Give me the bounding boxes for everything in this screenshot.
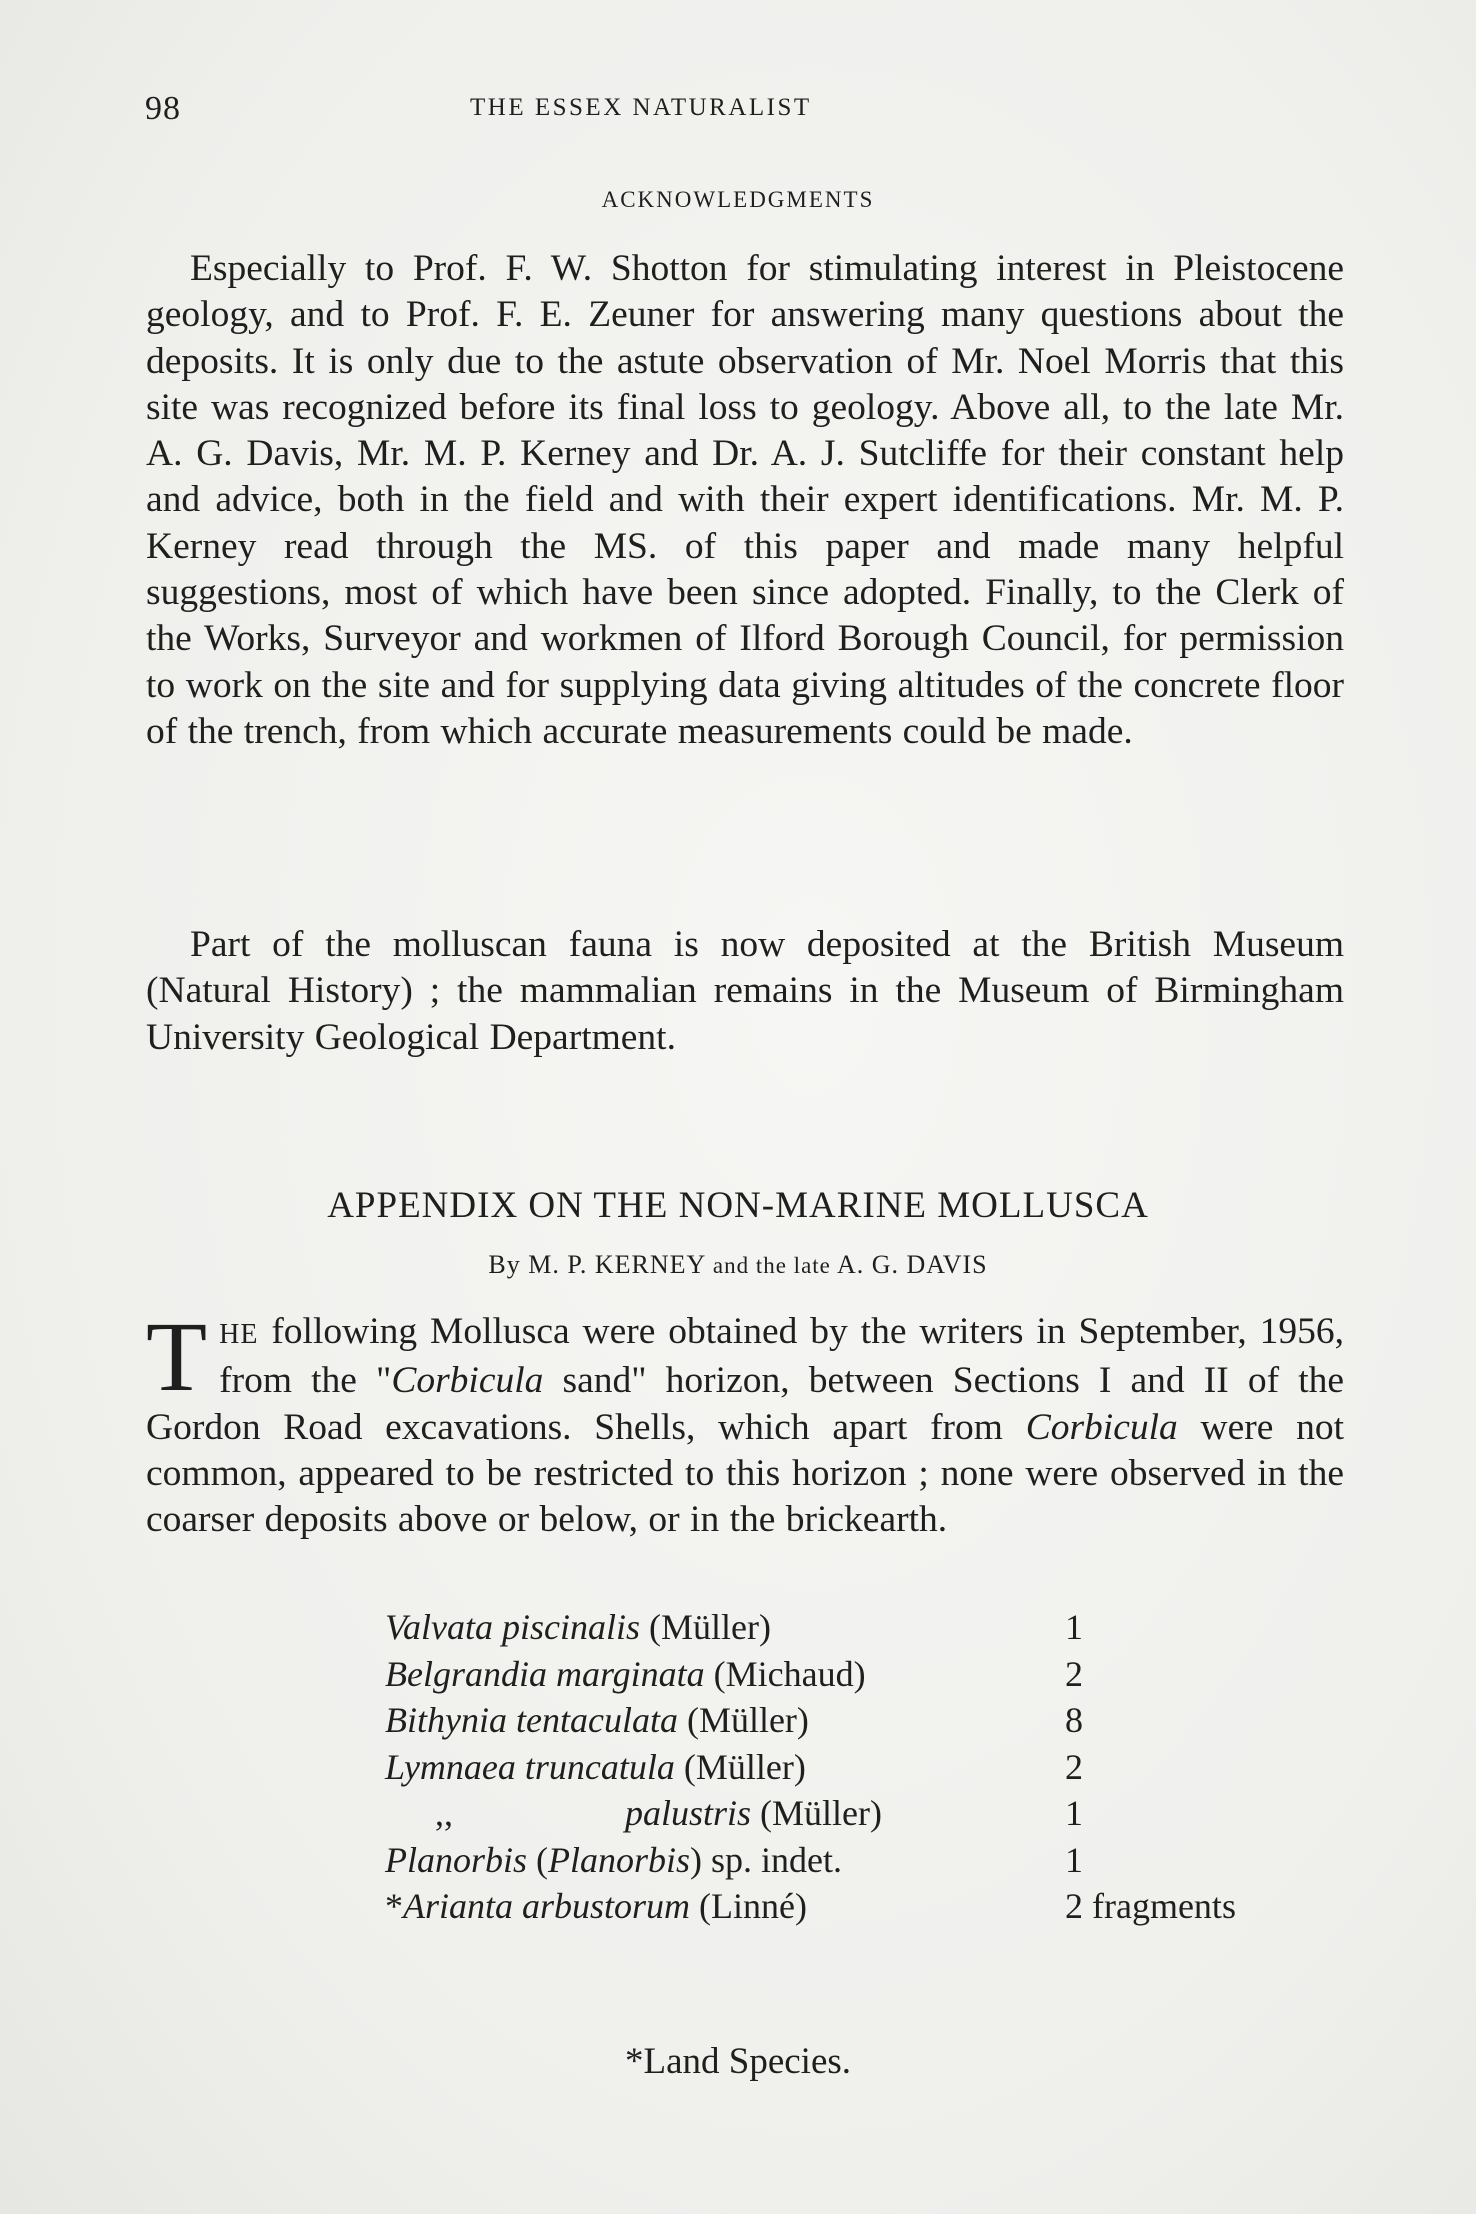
- species-genus: Bithynia: [385, 1700, 507, 1740]
- appendix-paragraph: [146, 1301, 1345, 1543]
- species-epithet: piscinalis: [501, 1607, 640, 1647]
- species-genus: Valvata: [385, 1607, 493, 1647]
- species-count: 2: [1065, 1653, 1083, 1694]
- species-row: [385, 1697, 1236, 1744]
- species-row: [385, 1790, 1236, 1837]
- journal-title: THE ESSEX NATURALIST: [470, 94, 812, 121]
- species-epithet: arbustorum: [522, 1886, 691, 1926]
- byline-author-2: A. G. DAVIS: [836, 1250, 988, 1279]
- species-count: 1: [1065, 1839, 1083, 1880]
- species-authority: (Müller): [686, 1700, 809, 1740]
- appendix-text: [146, 1301, 1345, 1543]
- species-epithet: palustris: [625, 1793, 752, 1833]
- species-authority: (Müller): [760, 1793, 883, 1833]
- byline-author-1: By M. P. KERNEY: [488, 1250, 706, 1279]
- appendix-text-1: following Mollusca were obtained by the writers in September, 1956, from the ": [219, 1311, 1344, 1402]
- species-epithet: marginata: [555, 1653, 705, 1694]
- corbicula-italic-1: Corbicula: [391, 1360, 544, 1402]
- species-authority: (Müller): [649, 1607, 771, 1647]
- corbicula-italic-2: Corbicula: [1025, 1406, 1178, 1448]
- acknowledgments-heading: ACKNOWLEDGMENTS: [601, 187, 875, 212]
- species-row: [385, 1883, 1236, 1930]
- deposit-note-paragraph: [146, 922, 1344, 1061]
- species-authority: (Müller): [683, 1746, 806, 1787]
- species-authority: (Linné): [699, 1886, 807, 1926]
- appendix-byline: [0, 1250, 1476, 1280]
- species-genus: Arianta: [403, 1886, 514, 1926]
- species-count: 1: [1065, 1607, 1083, 1647]
- species-subgenus: Planorbis: [548, 1839, 691, 1880]
- species-epithet: tentaculata: [515, 1700, 678, 1740]
- acknowledgments-paragraph: [146, 246, 1344, 755]
- species-genus: Lymnaea: [385, 1746, 516, 1787]
- running-head: [145, 90, 1345, 130]
- lead-smallcaps: HE: [219, 1319, 259, 1350]
- species-epithet: truncatula: [524, 1746, 675, 1787]
- species-row: [385, 1651, 1236, 1698]
- appendix-text-2: sand" horizon, between Sections I and II of the Gordon Road excavations. Shells, which apart from: [146, 1360, 1345, 1448]
- species-authority: (Michaud): [713, 1653, 866, 1694]
- byline-connector: and the late: [712, 1253, 831, 1278]
- species-genus: Belgrandia: [385, 1653, 547, 1694]
- drop-cap: T: [146, 1301, 208, 1412]
- species-count: 2: [1065, 1746, 1083, 1787]
- species-list: [385, 1604, 1236, 1930]
- species-row: Planorbis (Planorbis) sp. indet. 1: [385, 1837, 1236, 1884]
- appendix-text-3: were not common, appeared to be restricted to this horizon ; none were observed in the coarser deposits above or below, or in the brickearth.: [146, 1406, 1344, 1541]
- species-row: [385, 1744, 1236, 1791]
- species-authority: sp. indet.: [711, 1839, 843, 1880]
- appendix-heading: APPENDIX ON THE NON-MARINE MOLLUSCA: [327, 1185, 1149, 1226]
- acknowledgments-text: Especially to Prof. F. W. Shotton for stimulating interest in Pleistocene geology, and to Prof. F. E. Zeuner for answering many questions about the deposits. It is only due to the astute observation of Mr. Noel Morris that this site was recognized before its final loss to geology. Above all, to the late Mr. A. G. Davis, Mr. M. P. Kerney and Dr. A. J. Sutcliffe for their constant help and advice, both in the field and with their expert identifications. Mr. M. P. Kerney read through the MS. of this paper and made many helpful suggestions, most of which have been since adopted. Finally, to the Clerk of the Works, Surveyor and workmen of Ilford Borough Council, for permission to work on the site and for supplying data giving altitudes of the concrete floor of the trench, from which accurate measurements could be made.: [146, 248, 1344, 752]
- land-species-marker: *: [385, 1886, 403, 1926]
- land-species-footnote: *Land Species.: [624, 2041, 852, 2082]
- species-count: 1: [1065, 1793, 1083, 1833]
- species-row: [385, 1604, 1236, 1651]
- species-count: 2 fragments: [1065, 1886, 1236, 1926]
- page-number: 98: [145, 90, 181, 127]
- deposit-note-text: Part of the molluscan fauna is now deposited at the British Museum (Natural History) ; the mammalian remains in the Museum of Birmingham University Geological Department.: [146, 924, 1344, 1058]
- species-genus: Planorbis: [385, 1839, 528, 1880]
- species-count: 8: [1065, 1700, 1083, 1740]
- ditto-mark: ,,: [435, 1793, 453, 1833]
